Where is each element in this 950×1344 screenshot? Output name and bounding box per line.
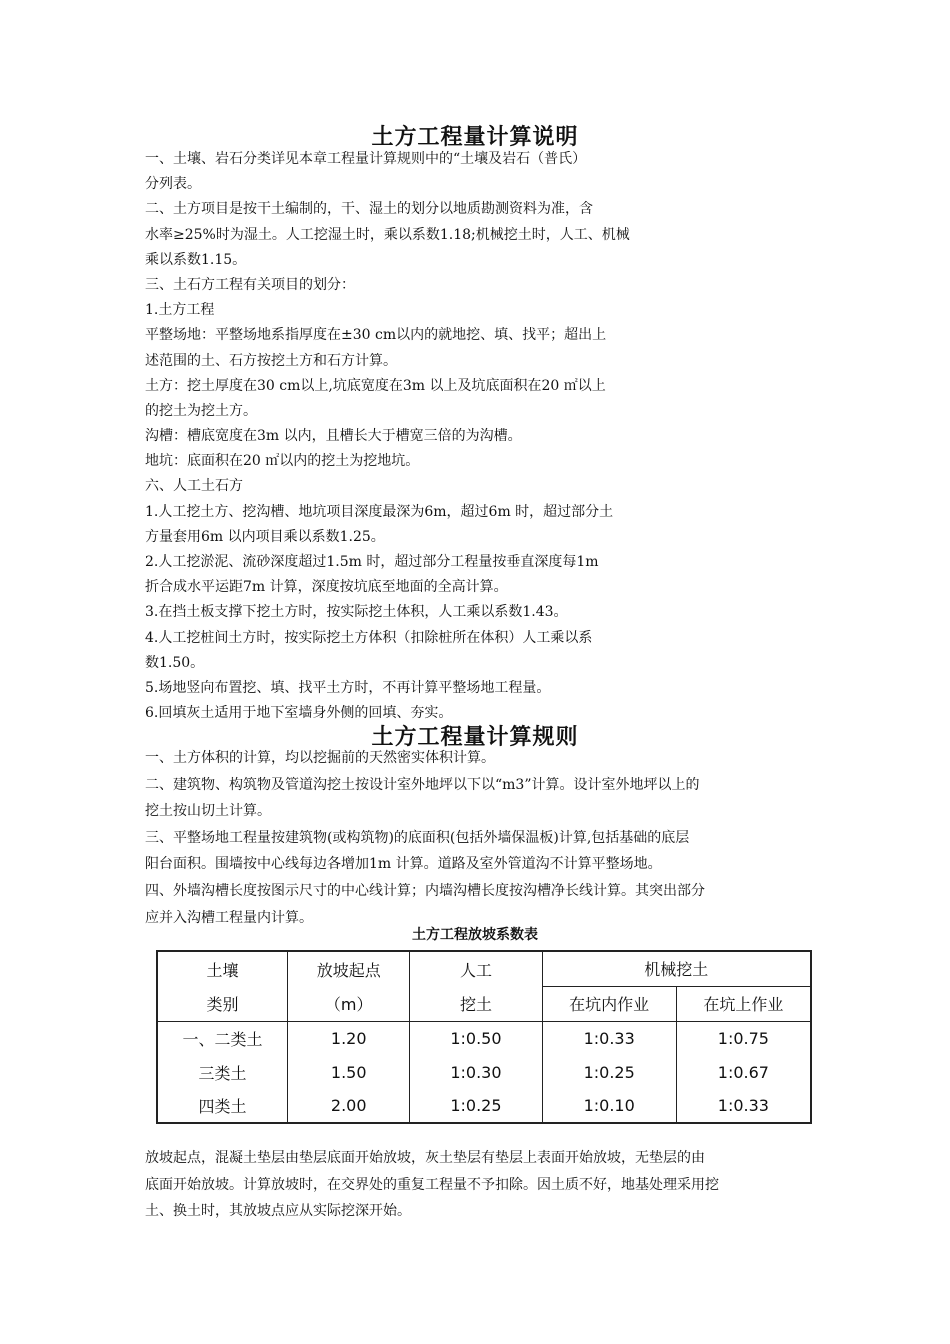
text-line: 水率≥25%时为湿土。人工挖湿土时，乘以系数1.18;机械挖土时，人工、机械 (145, 226, 630, 243)
text-line: 1.人工挖土方、挖沟槽、地坑项目深度最深为6m，超过6m 时，超过部分土 (145, 503, 614, 520)
text-line: 三、土石方工程有关项目的划分： (145, 276, 355, 293)
cell-start: 1.20 (288, 1021, 410, 1055)
text-line: 5.场地竖向布置挖、填、找平土方时，不再计算平整场地工程量。 (145, 679, 551, 696)
text-line: 一、土壤、岩石分类详见本章工程量计算规则中的“土壤及岩石（普氏） (145, 151, 587, 167)
text-line: 沟槽：槽底宽度在3m 以内，且槽长大于槽宽三倍的为沟槽。 (145, 428, 522, 445)
text-line: 土、换土时，其放坡点应从实际挖深开始。 (145, 1203, 411, 1220)
table-notes (145, 1145, 810, 1225)
rules-section (145, 745, 810, 931)
text-line: 平整场地：平整场地系指厚度在±30 cm以内的就地挖、填、找平；超出上 (145, 327, 607, 344)
header-slope-start: 放坡起点 (288, 951, 410, 986)
text-line: 的挖土为挖土方。 (145, 402, 257, 419)
cell-soil: 四类土 (157, 1089, 288, 1123)
header-machine-dig: 机械挖土 (542, 951, 811, 986)
text-line: 六、人工土石方 (145, 478, 243, 495)
text-line: 土方：挖土厚度在30 cm以上,坑底宽度在3m 以上及坑底面积在20 ㎡以上 (145, 377, 606, 394)
text-line: 述范围的土、石方按挖土方和石方计算。 (145, 352, 397, 369)
header-in-pit: 在坑内作业 (542, 986, 676, 1021)
text-line: 数1.50。 (145, 654, 205, 671)
text-line: 1.土方工程 (145, 302, 215, 319)
cell-on-pit: 1:0.67 (676, 1055, 811, 1089)
text-line: 4.人工挖桩间土方时，按实际挖土方体积（扣除桩所在体积）人工乘以系 (145, 629, 593, 646)
table-row (157, 1055, 811, 1089)
slope-coefficient-table (156, 950, 812, 1124)
heading-calculation-notes: 土方工程量计算说明 (371, 125, 579, 150)
text-line: 乘以系数1.15。 (145, 251, 247, 268)
cell-on-pit: 1:0.33 (676, 1089, 811, 1123)
text-line: 3.在挡土板支撑下挖土方时，按实际挖土体积，人工乘以系数1.43。 (145, 604, 568, 621)
text-line: 四、外墙沟槽长度按图示尺寸的中心线计算；内墙沟槽长度按沟槽净长线计算。其突出部分 (145, 882, 705, 899)
cell-start: 1.50 (288, 1055, 410, 1089)
heading-calculation-rules: 土方工程量计算规则 (371, 725, 579, 750)
text-line: 分列表。 (145, 176, 201, 193)
header-manual-dig: 挖土 (410, 986, 542, 1021)
text-line: 挖土按山切土计算。 (145, 803, 271, 820)
header-soil-type: 土壤 (157, 951, 288, 986)
text-line: 应并入沟槽工程量内计算。 (145, 909, 313, 926)
text-line: 底面开始放坡。计算放坡时，在交界处的重复工程量不予扣除。因土质不好，地基处理采用挖 (145, 1176, 719, 1193)
text-line: 三、平整场地工程量按建筑物(或构筑物)的底面积(包括外墙保温板)计算,包括基础的底层 (145, 829, 690, 846)
text-line: 地坑：底面积在20 ㎡以内的挖土为挖地坑。 (145, 453, 420, 470)
text-line: 一、土方体积的计算，均以挖掘前的天然密实体积计算。 (145, 750, 495, 766)
cell-in-pit: 1:0.33 (542, 1021, 676, 1055)
cell-in-pit: 1:0.10 (542, 1089, 676, 1123)
table-header-row (157, 986, 811, 1021)
cell-soil: 三类土 (157, 1055, 288, 1089)
cell-in-pit: 1:0.25 (542, 1055, 676, 1089)
table-row (157, 1089, 811, 1123)
cell-on-pit: 1:0.75 (676, 1021, 811, 1055)
header-manual: 人工 (410, 951, 542, 986)
text-line: 折合成水平运距7m 计算，深度按坑底至地面的全高计算。 (145, 579, 508, 596)
header-soil-category: 类别 (157, 986, 288, 1021)
cell-manual: 1:0.25 (410, 1089, 542, 1123)
cell-manual: 1:0.30 (410, 1055, 542, 1089)
text-line: 放坡起点，混凝土垫层由垫层底面开始放坡，灰土垫层有垫层上表面开始放坡，无垫层的由 (145, 1150, 705, 1166)
table-header-row (157, 951, 811, 986)
cell-manual: 1:0.50 (410, 1021, 542, 1055)
text-line: 2.人工挖淤泥、流砂深度超过1.5m 时，超过部分工程量按垂直深度每1m (145, 554, 599, 570)
text-line: 阳台面积。围墙按中心线每边各增加1m 计算。道路及室外管道沟不计算平整场地。 (145, 856, 662, 873)
table-row (157, 1021, 811, 1055)
cell-start: 2.00 (288, 1089, 410, 1123)
table-caption: 土方工程放坡系数表 (412, 927, 538, 943)
header-slope-start-unit: （m） (288, 986, 410, 1021)
cell-soil: 一、二类土 (157, 1021, 288, 1055)
text-line: 6.回填灰土适用于地下室墙身外侧的回填、夯实。 (145, 705, 453, 722)
header-on-pit: 在坑上作业 (676, 986, 811, 1021)
text-line: 二、土方项目是按干土编制的，干、湿土的划分以地质勘测资料为准，含 (145, 201, 593, 218)
text-line: 方量套用6m 以内项目乘以系数1.25。 (145, 528, 385, 545)
text-line: 二、建筑物、构筑物及管道沟挖土按设计室外地坪以下以“m3”计算。设计室外地坪以上的 (145, 776, 700, 793)
notes-section (145, 147, 630, 726)
